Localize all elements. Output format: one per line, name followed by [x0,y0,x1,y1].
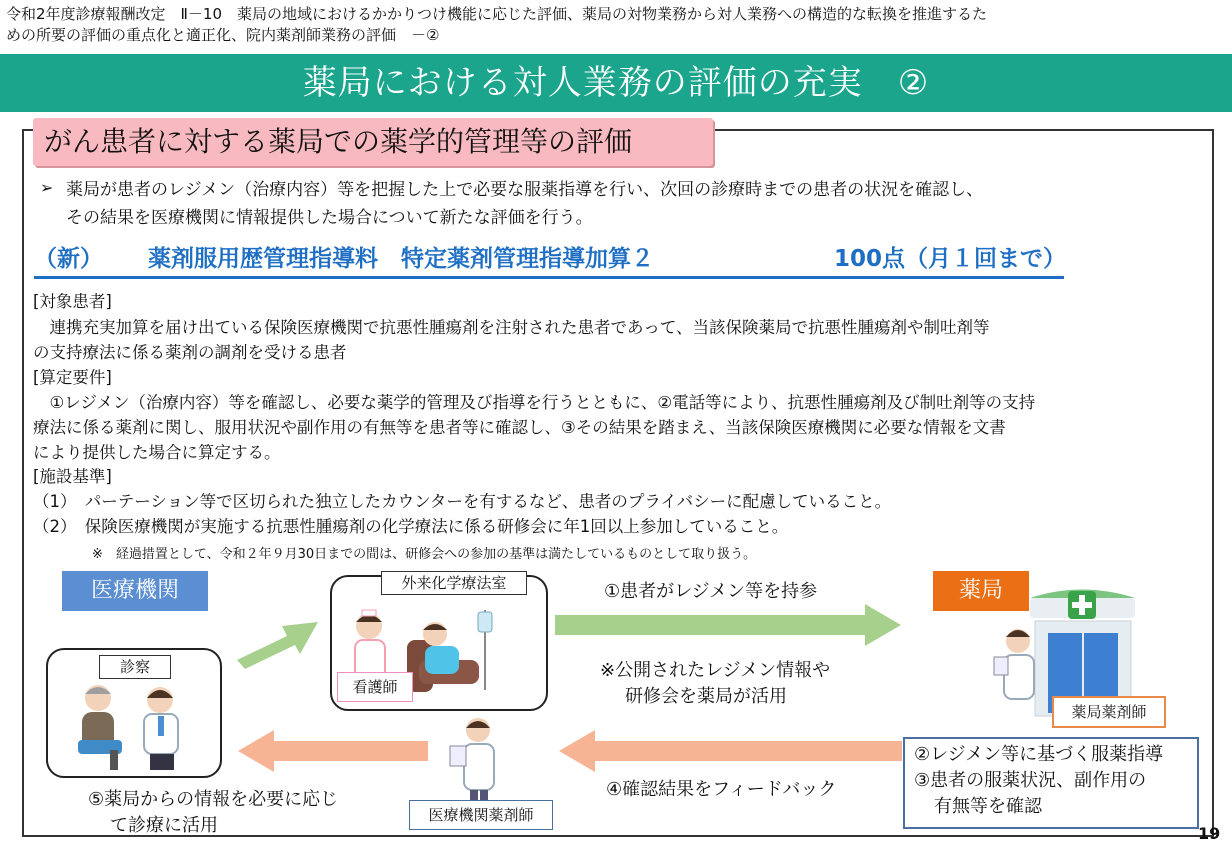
page-number: 19 [1198,824,1221,843]
hospital-pharmacist-illustration [440,712,510,802]
step-2-text: ②レジメン等に基づく服薬指導 [914,744,1164,765]
facility-heading: [施設基準] [33,467,112,486]
new-item-name: 薬剤服用歴管理指導料 特定薬剤管理指導加算２ [148,246,654,272]
calc-line-2: 療法に係る薬剤に関し、服用状況や副作用の有無等を患者等に確認し、③その結果を踏まえ、当該保険医療機関に必要な情報を文書 [33,418,1006,437]
page-title: 薬局における対人業務の評価の充実 ② [302,63,930,103]
bullet-arrow-icon: ➢ [40,178,54,197]
new-item-tag: （新） [34,246,103,272]
hospital-pharmacist-label: 医療機関薬剤師 [409,800,553,830]
calc-line-3: により提供した場合に算定する。 [33,443,281,462]
section-title: がん患者に対する薬局での薬学的管理等の評価 [44,125,633,158]
arrow-step-5 [236,728,428,774]
step-1-text: ①患者がレジメン等を持参 [604,581,818,602]
breadcrumb-line-2: めの所要の評価の重点化と適正化、院内薬剤師業務の評価 －② [6,26,440,44]
arrow-to-chemo-room [232,612,322,672]
target-line-2: の支持療法に係る薬剤の調剤を受ける患者 [33,343,347,362]
nurse-label: 看護師 [337,672,413,702]
transition-note: ※ 経過措置として、令和２年９月30日までの間は、研修会への参加の基準は満たしているものとして取り扱う。 [92,547,757,562]
new-item-points: 100点（月１回まで） [834,246,1067,272]
facility-item-1: （1） パーテーション等で区切られた独立したカウンターを有するなど、患者のプライバシーに配慮していること。 [33,492,892,511]
intro-text [66,176,1186,232]
step-4-text: ④確認結果をフィードバック [606,779,837,800]
step-5-line-2: て診療に活用 [110,815,218,836]
target-heading: [対象患者] [33,292,112,311]
calc-line-1: ①レジメン（治療内容）等を確認し、必要な薬学的管理及び指導を行うとともに、②電話等により、抗悪性腫瘍剤及び制吐剤等の支持 [33,393,1036,412]
step-3-line-2: 有無等を確認 [934,796,1042,817]
hospital-tag: 医療機関 [62,571,208,611]
note-line-1: ※公開されたレジメン情報や [600,660,831,681]
arrow-step-4 [557,728,902,774]
step-3-line-1: ③患者の服薬状況、副作用の [914,770,1147,791]
chemo-room-label: 外来化学療法室 [381,571,527,595]
new-item-heading [34,242,1067,279]
calc-heading: [算定要件] [33,368,112,387]
facility-item-2: （2） 保険医療機関が実施する抗悪性腫瘍剤の化学療法に係る研修会に年1回以上参加していること。 [33,517,789,536]
note-line-2: 研修会を薬局が活用 [625,686,787,707]
intro-line-2: その結果を医療機関に情報提供した場合について新たな評価を行う。 [66,208,593,228]
doctor-patient-illustration [70,680,200,775]
breadcrumb-line-1: 令和2年度診療報酬改定 Ⅱ－10 薬局の地域におけるかかりつけ機能に応じた評価、薬局の対物業務から対人業務への構造的な転換を推進するた [6,5,988,23]
step-5-line-1: ⑤薬局からの情報を必要に応じ [88,789,339,810]
pharmacy-pharmacist-label: 薬局薬剤師 [1052,696,1166,728]
consultation-label: 診察 [99,655,171,679]
intro-line-1: 薬局が患者のレジメン（治療内容）等を把握した上で必要な服薬指導を行い、次回の診療時までの患者の状況を確認し、 [66,180,984,200]
target-line-1: 連携充実加算を届け出ている保険医療機関で抗悪性腫瘍剤を注射された患者であって、当該保険薬局で抗悪性腫瘍剤や制吐剤等 [33,318,990,337]
arrow-step-1 [555,602,905,648]
pharmacy-tag: 薬局 [933,571,1029,611]
breadcrumb [6,4,1226,46]
